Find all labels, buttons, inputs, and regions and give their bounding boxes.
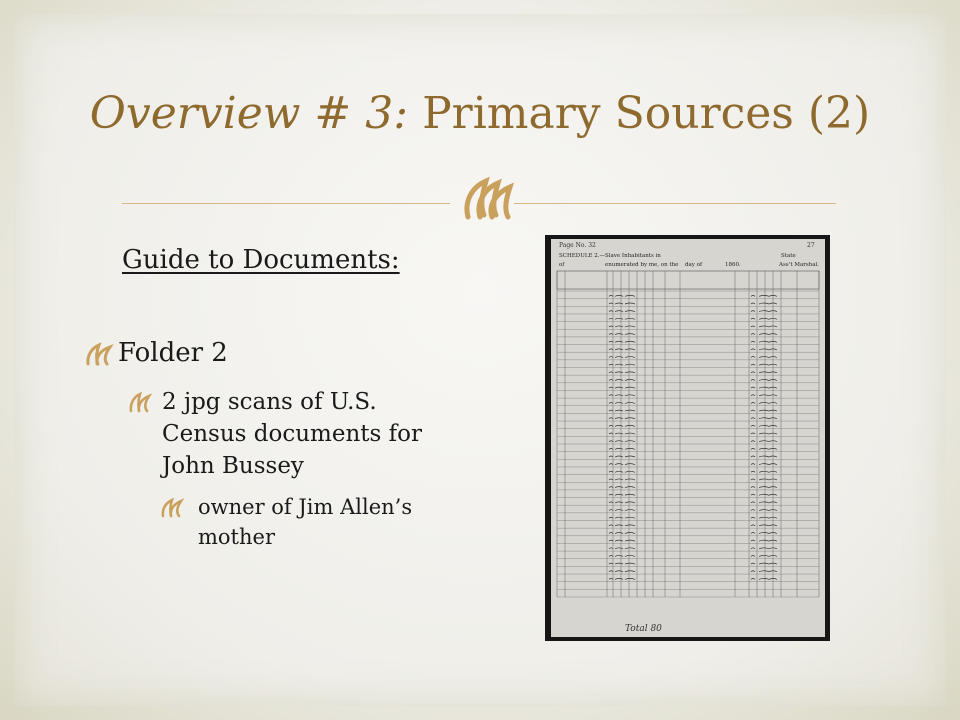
bullet-level1-text: Folder 2: [118, 338, 228, 368]
census-total: Total 80: [625, 624, 662, 634]
census-scan: [545, 235, 830, 641]
census-state-label: State: [781, 253, 796, 259]
bullet-level2-text: 2 jpg scans of U.S. Census documents for John Bussey: [162, 389, 422, 479]
title-divider-right: [514, 203, 836, 204]
census-page-number: 27: [807, 242, 815, 249]
ornament-icon: [458, 171, 518, 223]
bullet-scans: [128, 386, 458, 482]
slide-title: [0, 88, 960, 139]
title-italic: Overview # 3:: [89, 88, 409, 139]
leaf-bullet-icon: [84, 342, 114, 368]
census-day-label: day of: [685, 262, 703, 268]
bullet-owner: [160, 492, 460, 552]
census-of-label: of: [559, 262, 565, 268]
census-schedule-title: SCHEDULE 2.—Slave Inhabitants in: [559, 253, 661, 259]
leaf-bullet-icon: [128, 392, 152, 414]
census-enumerated-label: enumerated by me, on the: [605, 262, 679, 268]
census-marshal-label: Ass’t Marshal.: [779, 262, 820, 268]
census-document-image: [545, 235, 830, 641]
bullet-level3-text: owner of Jim Allen’s mother: [198, 495, 413, 549]
title-rest: Primary Sources (2): [422, 88, 871, 139]
guide-heading: Guide to Documents:: [122, 245, 400, 275]
census-year-label: 1860.: [725, 262, 741, 268]
bullet-folder: [84, 338, 228, 368]
census-page-label: Page No. 32: [559, 242, 596, 249]
title-divider-left: [122, 203, 450, 204]
leaf-bullet-icon: [160, 498, 184, 518]
